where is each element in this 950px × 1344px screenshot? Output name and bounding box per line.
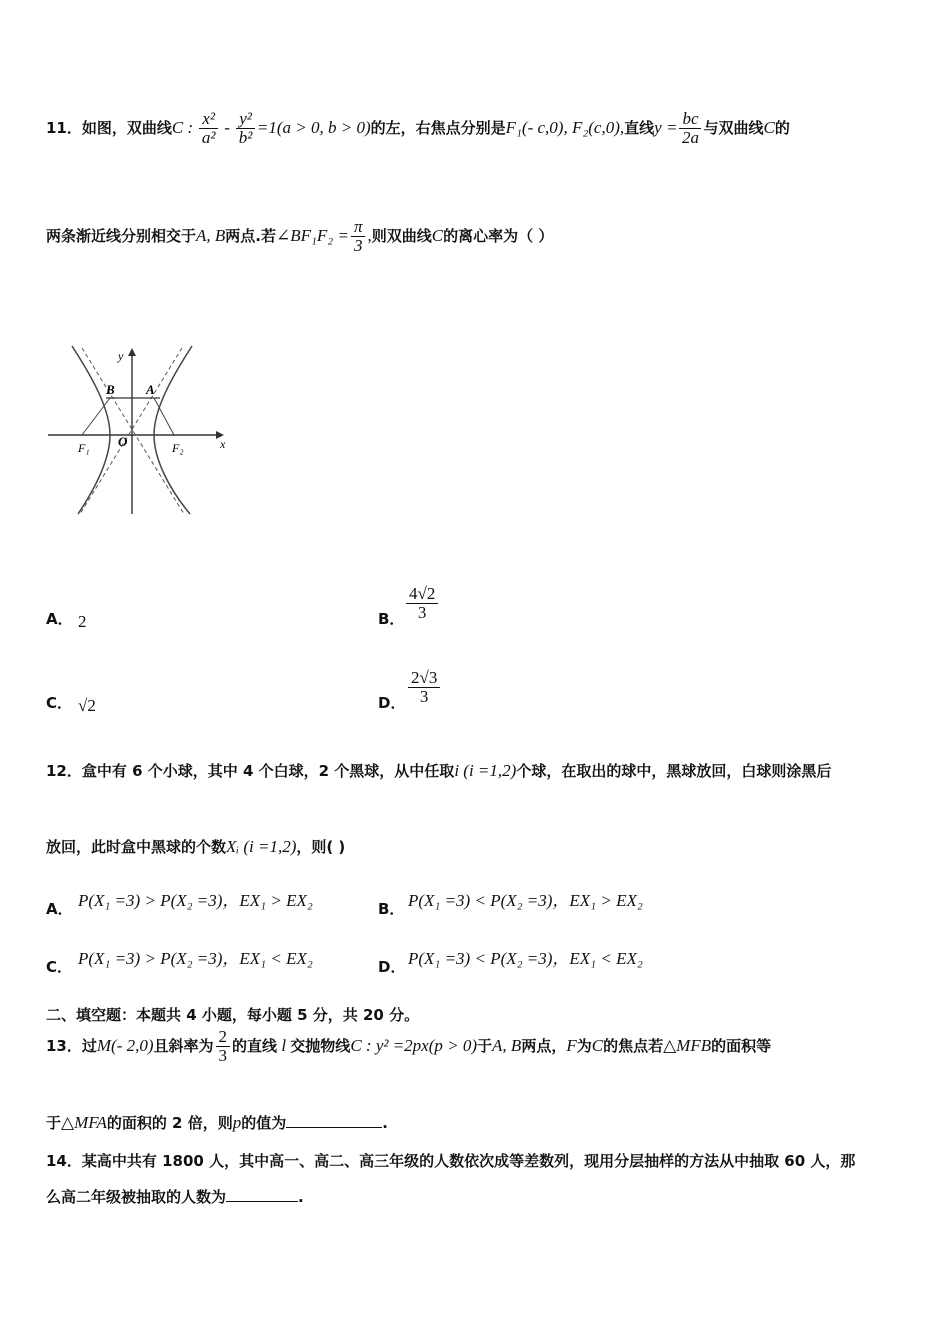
segment-F1B xyxy=(82,398,110,435)
q11-number: 11． xyxy=(46,119,82,137)
q11-option-C-value: √2 xyxy=(78,696,96,715)
label-O: O xyxy=(118,434,128,449)
y-axis-arrow xyxy=(128,348,136,356)
q12-option-B-label: B． xyxy=(378,900,405,918)
q11-line-1: 11．如图，双曲线C : $\frac{\text{x²}}{\text{a²}}$ - $\frac{\text{y²}}{\text{b²}}$ =1(a > 0, b > 0)的左，右焦点分别是F₁(- c,0), F₂(c,0),直线y = $\frac{bc}{2a}$ 与双曲线C的 xyxy=(46,109,790,147)
q12-line-1: 12．盒中有 6 个小球，其中 4 个白球，2 个黑球，从中任取i (i =1,2)个球，在取出的球中，黑球放回，白球则涂黑后 xyxy=(46,761,832,780)
q13-slope-frac: $\frac{2}{3}$ xyxy=(216,1028,231,1065)
q11-angle-frac: $\frac{\pi}{3}$ xyxy=(351,218,366,255)
section-2-heading: 二、填空题：本题共 4 小题，每小题 5 分，共 20 分。 xyxy=(46,1006,420,1024)
q11-foci: F₁(- c,0), F₂(c,0), xyxy=(505,118,625,137)
q12-option-C-value: P(X₁ =3) > P(X₂ =3)，EX₁ < EX₂ xyxy=(78,949,313,968)
q13-line-2: 于△MFA的面积的 2 倍，则p的值为 . xyxy=(46,1113,388,1132)
q13-line-1: 13．过M(- 2,0)且斜率为 $\frac{2}{3}$ 的直线 l 交抛物线C : y² =2px(p > 0)于A, B两点，F为C的焦点若△MFB的面积等 xyxy=(46,1027,772,1065)
q12-option-B-value: P(X₁ =3) < P(X₂ =3)，EX₁ > EX₂ xyxy=(408,891,643,910)
label-B: B xyxy=(106,382,115,397)
q11-curve-name: C : xyxy=(171,118,198,137)
asymptote-1 xyxy=(82,348,184,514)
q11-line-2: 两条渐近线分别相交于A, B两点.若∠BF₁F₂ = $\frac{\pi}{3}$ ,则双曲线C的离心率为（ ） xyxy=(46,217,554,255)
q11-option-A-value: 2 xyxy=(78,612,87,631)
label-y: y xyxy=(118,349,124,363)
q12-option-D-value: P(X₁ =3) < P(X₂ =3)，EX₁ < EX₂ xyxy=(408,949,643,968)
q11-hyperbola-figure xyxy=(44,340,244,520)
q11-option-D-value: $\frac{2√3}{3}$ xyxy=(406,669,442,706)
q12-option-A-value: P(X₁ =3) > P(X₂ =3)，EX₁ > EX₂ xyxy=(78,891,313,910)
q11-option-C-label: C． xyxy=(46,694,73,712)
q12-option-A-label: A． xyxy=(46,900,73,918)
label-A: A xyxy=(146,382,155,397)
q13-answer-blank[interactable] xyxy=(286,1113,382,1128)
q11-option-B-value: $\frac{4√2}{3}$ xyxy=(404,585,440,622)
asymptote-2 xyxy=(80,348,182,514)
q12-option-C-label: C． xyxy=(46,958,73,976)
q11-frac-y: $\frac{\text{y²}}{\text{b²}}$ xyxy=(236,110,255,147)
q14-answer-blank[interactable] xyxy=(226,1187,298,1202)
hyperbola-left-branch xyxy=(72,346,110,514)
label-F1: F₁ xyxy=(78,441,90,455)
label-F2: F₂ xyxy=(172,441,184,455)
q11-option-D-label: D． xyxy=(378,694,406,712)
label-x: x xyxy=(220,437,226,451)
hyperbola-right-branch xyxy=(154,346,192,514)
q11-frac-x: $\frac{\text{x²}}{\text{a²}}$ xyxy=(199,110,218,147)
q11-line-slope: $\frac{bc}{2a}$ xyxy=(679,110,701,147)
q14-line-1: 14．某高中共有 1800 人，其中高一、高二、高三年级的人数依次成等差数列，现用分层抽样的方法从中抽取 60 人，那 xyxy=(46,1152,856,1170)
q11-option-A-label: A． xyxy=(46,610,73,628)
q12-line-2: 放回，此时盒中黑球的个数Xᵢ (i =1,2)，则( ) xyxy=(46,837,346,856)
q11-option-B-label: B． xyxy=(378,610,405,628)
q12-option-D-label: D． xyxy=(378,958,406,976)
q14-line-2: 么高二年级被抽取的人数为 . xyxy=(46,1188,304,1206)
